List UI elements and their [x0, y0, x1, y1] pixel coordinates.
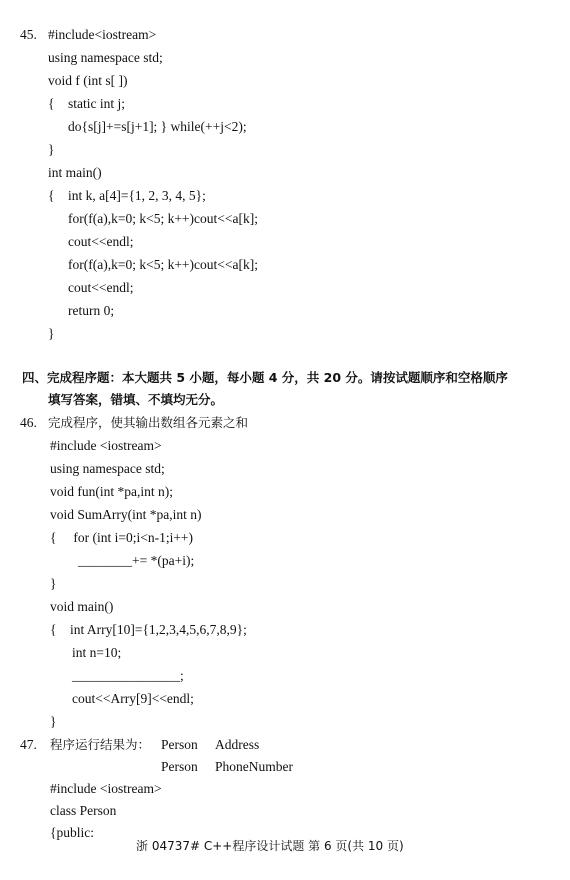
q46-code-line: { for (int i=0;i<n-1;i++): [50, 530, 194, 545]
q46-code-line: void main(): [50, 599, 114, 614]
q46-number: 46.: [20, 415, 37, 430]
q46-code-line: #include <iostream>: [50, 438, 162, 453]
q45-code-line: return 0;: [68, 303, 115, 318]
q45-code-line: }: [48, 326, 55, 341]
q46-blank-line: ________________;: [72, 668, 184, 683]
q45-number: 45.: [20, 27, 37, 42]
q47-code-line: class Person: [50, 803, 117, 818]
q46-code-line: void fun(int *pa,int n);: [50, 484, 173, 499]
q45-code-line: { int k, a[4]={1, 2, 3, 4, 5};: [48, 188, 206, 203]
q45-code-line: #include<iostream>: [48, 27, 157, 42]
q45-code-line: void f (int s[ ]): [48, 73, 128, 88]
q46-prompt: 完成程序，使其输出数组各元素之和: [48, 415, 249, 430]
q45-code-line: using namespace std;: [48, 50, 163, 65]
q47-output-text: Person: [161, 737, 198, 752]
q47-code-line: {public:: [50, 825, 94, 840]
q46-code-line: }: [50, 714, 57, 729]
q46-code-line: void SumArry(int *pa,int n): [50, 507, 202, 522]
q45-code-line: { static int j;: [48, 96, 125, 111]
q46-code-line: cout<<Arry[9]<<endl;: [72, 691, 194, 706]
q47-output-text: PhoneNumber: [215, 759, 293, 774]
q45-code-line: for(f(a),k=0; k<5; k++)cout<<a[k];: [68, 211, 258, 226]
q45-code-line: }: [48, 142, 55, 157]
page-footer: 浙 04737# C++程序设计试题 第 6 页(共 10 页): [136, 839, 404, 853]
q47-number: 47.: [20, 737, 37, 752]
q47-code-line: #include <iostream>: [50, 781, 162, 796]
q47-prompt: 程序运行结果为：: [50, 737, 151, 752]
q46-code-line: { int Arry[10]={1,2,3,4,5,6,7,8,9};: [50, 622, 247, 637]
q47-output-text: Address: [215, 737, 260, 752]
q46-code-line: }: [50, 576, 57, 591]
q45-code-line: cout<<endl;: [68, 280, 134, 295]
q46-blank-line: ________+= *(pa+i);: [78, 553, 195, 568]
q46-code-line: using namespace std;: [50, 461, 165, 476]
q45-code-line: int main(): [48, 165, 102, 180]
q45-code-line: cout<<endl;: [68, 234, 134, 249]
section-heading-continued: 填写答案，错填、不填均无分。: [48, 392, 224, 407]
section-heading: 四、完成程序题：本大题共 5 小题，每小题 4 分，共 20 分。请按试题顺序和空格顺序: [22, 370, 508, 385]
q47-output-text: Person: [161, 759, 198, 774]
q45-code-line: for(f(a),k=0; k<5; k++)cout<<a[k];: [68, 257, 258, 272]
q46-code-line: int n=10;: [72, 645, 122, 660]
q45-code-line: do{s[j]+=s[j+1]; } while(++j<2);: [68, 119, 247, 134]
